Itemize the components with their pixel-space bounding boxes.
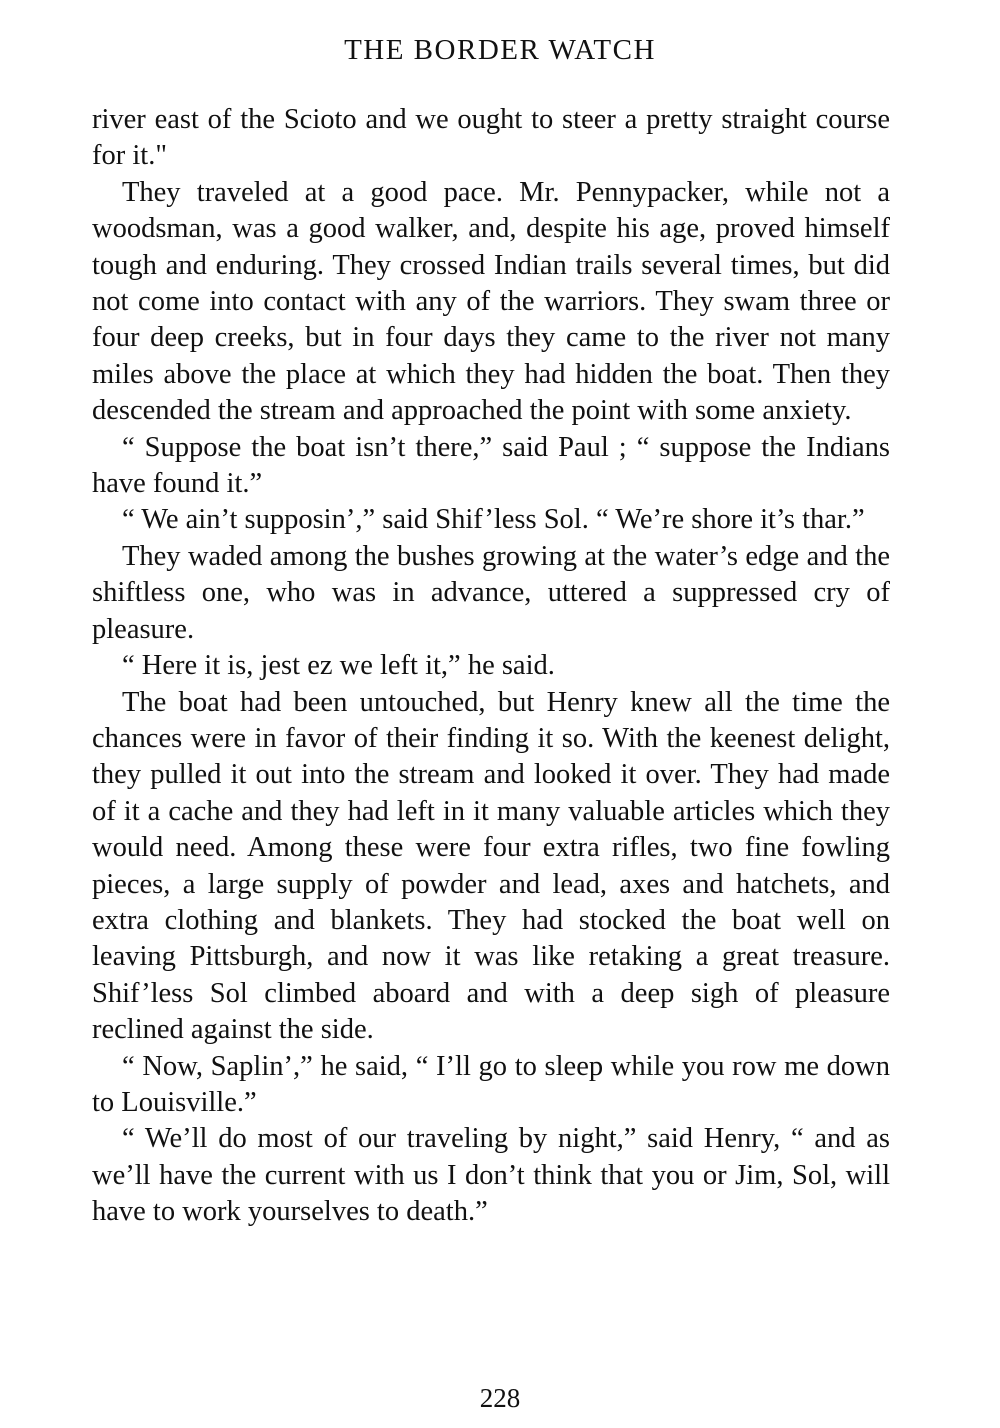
paragraph: “ We ain’t supposin’,” said Shif’less Sol. “ We’re shore it’s thar.” <box>122 504 865 536</box>
paragraph-continued: river east of the Scioto and we ought to steer a pretty straight course for it." <box>92 104 890 172</box>
paragraph: “ We’ll do most of our traveling by night,” said Henry, “ and as we’ll have the current with us I don’t think that you or Jim, Sol, will have to work yourselves to death.” <box>92 1123 890 1228</box>
paragraph: “ Here it is, jest ez we left it,” he said. <box>122 650 555 682</box>
page-number: 228 <box>479 1383 521 1413</box>
paragraph: “ Now, Saplin’,” he said, “ I’ll go to sleep while you row me down to Louisville.” <box>92 1050 890 1118</box>
running-head: THE BORDER WATCH <box>344 34 656 66</box>
paragraph: “ Suppose the boat isn’t there,” said Paul ; “ suppose the Indians have found it.” <box>92 431 890 500</box>
paragraph: The boat had been untouched, but Henry knew all the time the chances were in favor of their finding it so. With the keenest delight, they pulled it out into the stream and looked it over. They had made of it a cache and they had left in it many valuable articles which they would need. Among these were four extra rifles, two fine fowling pieces, a large supply of powder and lead, axes and hatchets, and extra clothing and blankets. They had stocked the boat well on leaving Pittsburgh, and now it was like retaking a great treasure. Shif’less Sol climbed aboard and with a deep sigh of pleasure reclined against the side. <box>92 686 890 1046</box>
paragraph: They waded among the bushes growing at the water’s edge and the shiftless one, who was in advance, uttered a suppressed cry of pleasure. <box>92 540 890 645</box>
body-text <box>92 102 890 1231</box>
paragraph: They traveled at a good pace. Mr. Pennypacker, while not a woodsman, was a good walker, and, despite his age, proved himself tough and enduring. They crossed Indian trails several times, but did not come into contact with any of the warriors. They swam three or four deep creeks, but in four days they came to the river not many miles above the place at which they had hidden the boat. Then they descended the stream and approached the point with some anxiety. <box>92 176 890 427</box>
